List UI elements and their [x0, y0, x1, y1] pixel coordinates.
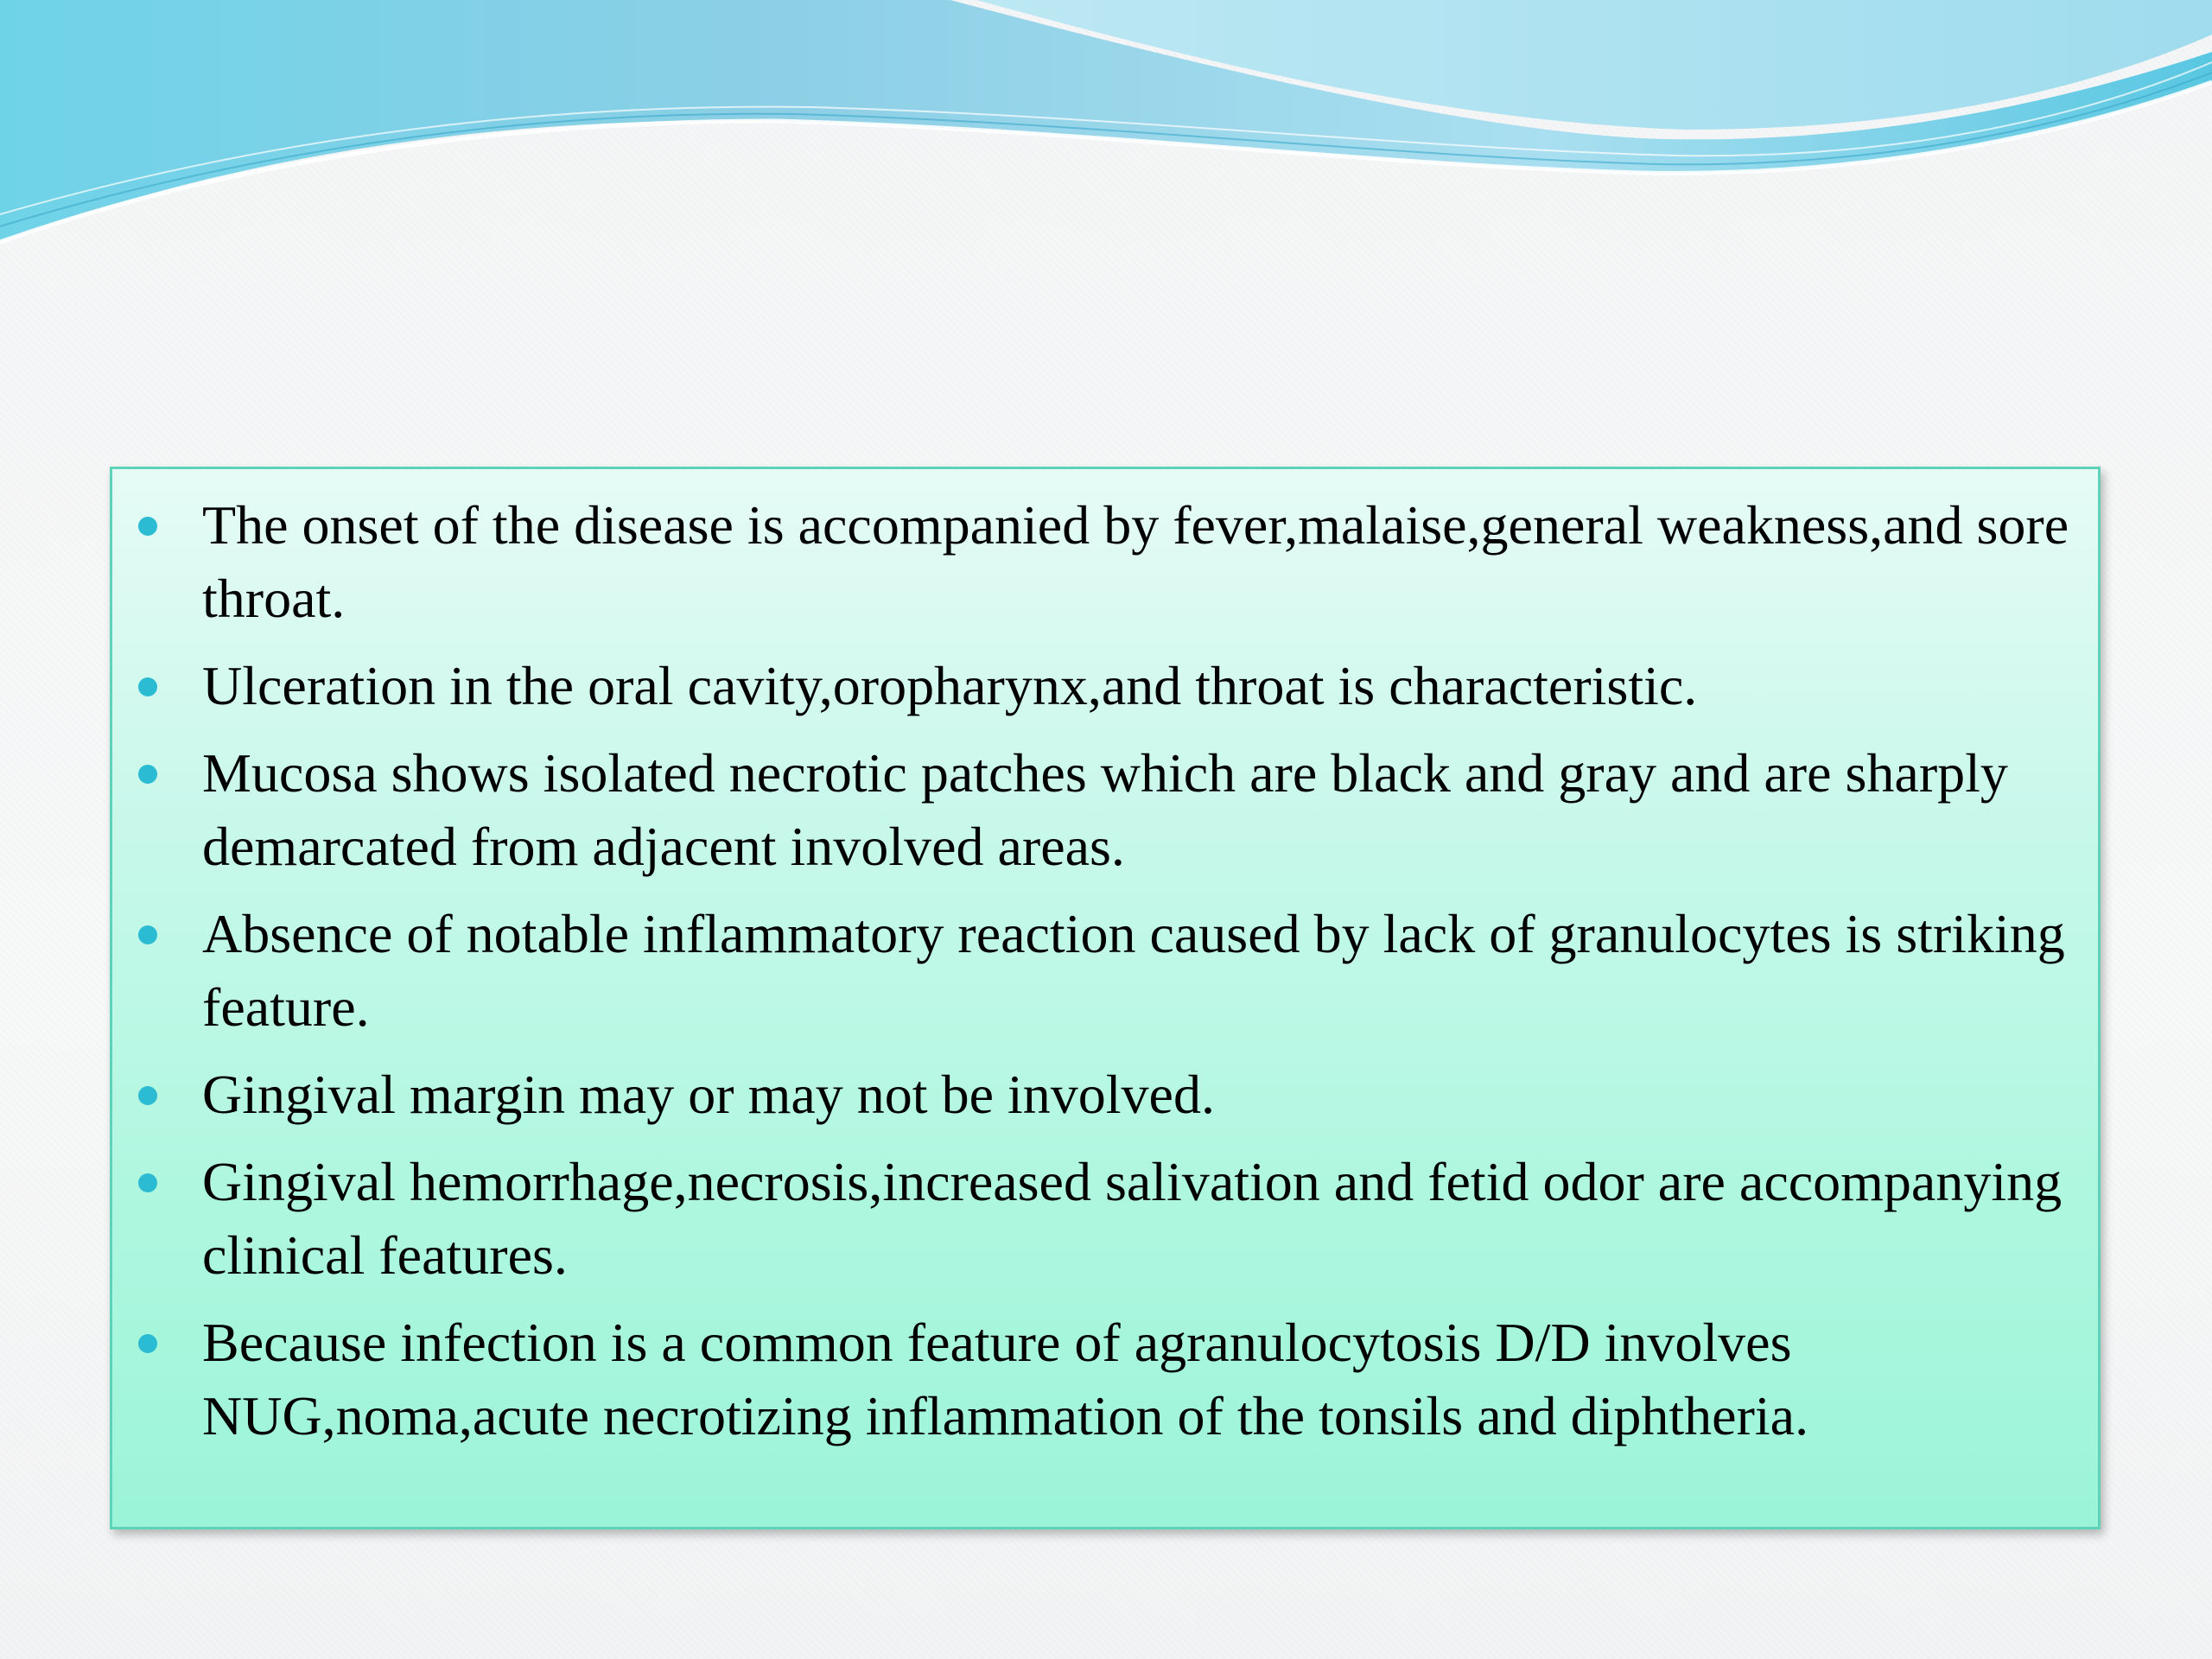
bullet-dot-icon [138, 677, 157, 696]
bullet-dot-icon [138, 1086, 157, 1105]
bullet-item [138, 1145, 2072, 1292]
bullet-dot-icon [138, 765, 157, 784]
bullet-item [138, 488, 2072, 635]
bullet-dot-icon [138, 517, 157, 536]
bullet-dot-icon [138, 1173, 157, 1192]
bullet-dot-icon [138, 1334, 157, 1353]
bullet-item [138, 1058, 2072, 1131]
bullet-item [138, 897, 2072, 1044]
bullet-text: Gingival hemorrhage,necrosis,increased salivation and fetid odor are accompanying clinical features. [202, 1151, 2063, 1286]
bullet-text: Mucosa shows isolated necrotic patches which are black and gray and are sharply demarcated from adjacent involved areas. [202, 742, 2008, 877]
bullet-text: Absence of notable inflammatory reaction caused by lack of granulocytes is striking feature. [202, 903, 2065, 1038]
bullet-text: Gingival margin may or may not be involved. [202, 1064, 1215, 1125]
bullet-item [138, 736, 2072, 883]
bullet-item [138, 1306, 2072, 1452]
header-wave-decoration [0, 0, 2212, 259]
bullet-text: Because infection is a common feature of agranulocytosis D/D involves NUG,noma,acute necrotizing inflammation of the tonsils and diphtheria. [202, 1312, 1809, 1446]
bullet-dot-icon [138, 925, 157, 944]
bullet-item [138, 649, 2072, 722]
bullet-text: Ulceration in the oral cavity,oropharynx,and throat is characteristic. [202, 655, 1698, 716]
content-box [110, 467, 2101, 1529]
bullet-list [112, 469, 2098, 1452]
bullet-text: The onset of the disease is accompanied by fever,malaise,general weakness,and sore throat. [202, 494, 2069, 629]
